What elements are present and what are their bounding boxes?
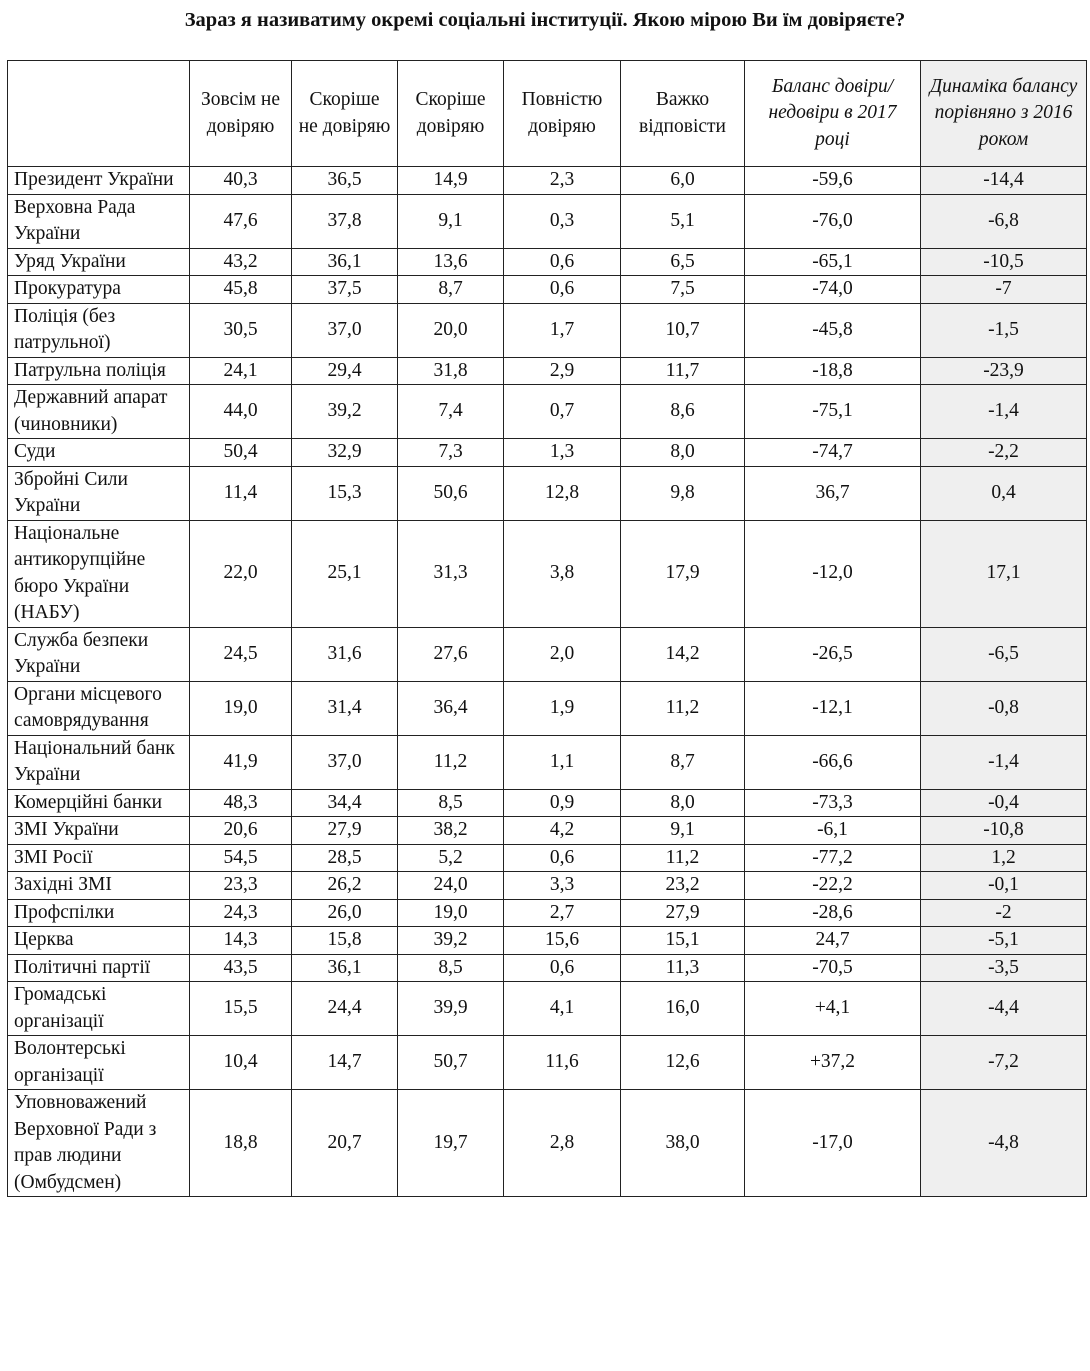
table-row <box>8 194 1087 248</box>
institution-name-cell: Уряд України <box>8 248 190 276</box>
institution-name-cell: Патрульна поліція <box>8 357 190 385</box>
page-title: Зараз я називатиму окремі соціальні інституції. Якою мірою Ви їм довіряєте? <box>184 9 906 31</box>
balance-2017-cell: -59,6 <box>745 167 921 195</box>
hard-to-say-cell: 8,0 <box>621 789 745 817</box>
balance-dynamics-cell: -7 <box>921 276 1087 304</box>
trust-table <box>7 60 1087 1197</box>
fully-distrust-cell: 24,3 <box>190 899 292 927</box>
rather-distrust-cell: 25,1 <box>292 520 398 627</box>
fully-trust-cell: 2,9 <box>504 357 621 385</box>
table-row <box>8 385 1087 439</box>
balance-dynamics-cell: -0,4 <box>921 789 1087 817</box>
balance-dynamics-cell: -23,9 <box>921 357 1087 385</box>
balance-2017-cell: -28,6 <box>745 899 921 927</box>
fully-distrust-cell: 10,4 <box>190 1036 292 1090</box>
table-row <box>8 303 1087 357</box>
institution-name-cell: Профспілки <box>8 899 190 927</box>
hard-to-say-cell: 5,1 <box>621 194 745 248</box>
fully-distrust-cell: 40,3 <box>190 167 292 195</box>
balance-2017-cell: -45,8 <box>745 303 921 357</box>
rather-trust-cell: 9,1 <box>398 194 504 248</box>
balance-dynamics-cell: -1,4 <box>921 735 1087 789</box>
rather-distrust-cell: 31,4 <box>292 681 398 735</box>
fully-trust-cell: 3,8 <box>504 520 621 627</box>
institution-name-cell: Верховна Рада України <box>8 194 190 248</box>
fully-trust-cell: 0,6 <box>504 954 621 982</box>
balance-dynamics-cell: 17,1 <box>921 520 1087 627</box>
fully-trust-cell: 2,3 <box>504 167 621 195</box>
hard-to-say-cell: 23,2 <box>621 872 745 900</box>
rather-distrust-cell: 26,2 <box>292 872 398 900</box>
institution-name-cell: Поліція (без патрульної) <box>8 303 190 357</box>
header-row <box>8 61 1087 167</box>
rather-distrust-cell: 39,2 <box>292 385 398 439</box>
hard-to-say-cell: 9,1 <box>621 817 745 845</box>
fully-trust-cell: 0,7 <box>504 385 621 439</box>
fully-distrust-cell: 50,4 <box>190 439 292 467</box>
balance-dynamics-cell: -0,1 <box>921 872 1087 900</box>
table-row <box>8 982 1087 1036</box>
institution-name-cell: Національне антикорупційне бюро України (НАБУ) <box>8 520 190 627</box>
hard-to-say-cell: 14,2 <box>621 627 745 681</box>
hard-to-say-cell: 17,9 <box>621 520 745 627</box>
fully-distrust-cell: 54,5 <box>190 844 292 872</box>
balance-2017-cell: -70,5 <box>745 954 921 982</box>
balance-2017-cell: -76,0 <box>745 194 921 248</box>
institution-name-cell: Національний банк України <box>8 735 190 789</box>
rather-distrust-cell: 37,5 <box>292 276 398 304</box>
rather-trust-cell: 13,6 <box>398 248 504 276</box>
balance-2017-cell: -66,6 <box>745 735 921 789</box>
header-cell-fully-distrust: Зовсім не довіряю <box>190 61 292 167</box>
fully-distrust-cell: 48,3 <box>190 789 292 817</box>
hard-to-say-cell: 11,2 <box>621 681 745 735</box>
fully-trust-cell: 0,9 <box>504 789 621 817</box>
rather-distrust-cell: 37,0 <box>292 303 398 357</box>
rather-trust-cell: 27,6 <box>398 627 504 681</box>
balance-dynamics-cell: -3,5 <box>921 954 1087 982</box>
institution-name-cell: Уповноважений Верховної Ради з прав людини (Омбудсмен) <box>8 1090 190 1197</box>
balance-dynamics-cell: 1,2 <box>921 844 1087 872</box>
rather-distrust-cell: 37,0 <box>292 735 398 789</box>
balance-2017-cell: -77,2 <box>745 844 921 872</box>
fully-trust-cell: 0,6 <box>504 844 621 872</box>
institution-name-cell: Збройні Сили України <box>8 466 190 520</box>
fully-trust-cell: 1,7 <box>504 303 621 357</box>
fully-trust-cell: 0,3 <box>504 194 621 248</box>
rather-trust-cell: 19,0 <box>398 899 504 927</box>
fully-trust-cell: 15,6 <box>504 927 621 955</box>
fully-distrust-cell: 19,0 <box>190 681 292 735</box>
rather-trust-cell: 39,9 <box>398 982 504 1036</box>
table-row <box>8 681 1087 735</box>
table-row <box>8 248 1087 276</box>
table-row <box>8 1090 1087 1197</box>
hard-to-say-cell: 8,0 <box>621 439 745 467</box>
balance-2017-cell: -12,0 <box>745 520 921 627</box>
balance-dynamics-cell: -10,5 <box>921 248 1087 276</box>
fully-trust-cell: 3,3 <box>504 872 621 900</box>
rather-trust-cell: 8,5 <box>398 954 504 982</box>
rather-trust-cell: 31,3 <box>398 520 504 627</box>
fully-trust-cell: 12,8 <box>504 466 621 520</box>
balance-dynamics-cell: -5,1 <box>921 927 1087 955</box>
institution-name-cell: Державний апарат (чиновники) <box>8 385 190 439</box>
hard-to-say-cell: 16,0 <box>621 982 745 1036</box>
balance-dynamics-cell: -10,8 <box>921 817 1087 845</box>
balance-dynamics-cell: -1,4 <box>921 385 1087 439</box>
rather-distrust-cell: 34,4 <box>292 789 398 817</box>
rather-distrust-cell: 28,5 <box>292 844 398 872</box>
rather-trust-cell: 19,7 <box>398 1090 504 1197</box>
table-row <box>8 927 1087 955</box>
header-cell-institution <box>8 61 190 167</box>
rather-distrust-cell: 36,1 <box>292 954 398 982</box>
fully-trust-cell: 1,9 <box>504 681 621 735</box>
rather-trust-cell: 31,8 <box>398 357 504 385</box>
balance-2017-cell: 24,7 <box>745 927 921 955</box>
balance-dynamics-cell: 0,4 <box>921 466 1087 520</box>
rather-trust-cell: 14,9 <box>398 167 504 195</box>
rather-trust-cell: 7,4 <box>398 385 504 439</box>
fully-distrust-cell: 45,8 <box>190 276 292 304</box>
rather-trust-cell: 50,7 <box>398 1036 504 1090</box>
balance-dynamics-cell: -2 <box>921 899 1087 927</box>
rather-trust-cell: 39,2 <box>398 927 504 955</box>
institution-name-cell: ЗМІ України <box>8 817 190 845</box>
rather-trust-cell: 50,6 <box>398 466 504 520</box>
table-row <box>8 627 1087 681</box>
table-row <box>8 520 1087 627</box>
hard-to-say-cell: 7,5 <box>621 276 745 304</box>
balance-dynamics-cell: -4,4 <box>921 982 1087 1036</box>
table-row <box>8 899 1087 927</box>
rather-distrust-cell: 14,7 <box>292 1036 398 1090</box>
fully-distrust-cell: 24,5 <box>190 627 292 681</box>
fully-trust-cell: 1,3 <box>504 439 621 467</box>
table-body <box>8 167 1087 1197</box>
table-row <box>8 817 1087 845</box>
fully-trust-cell: 11,6 <box>504 1036 621 1090</box>
header-cell-fully-trust: Повністю довіряю <box>504 61 621 167</box>
rather-trust-cell: 5,2 <box>398 844 504 872</box>
table-row <box>8 789 1087 817</box>
fully-trust-cell: 2,8 <box>504 1090 621 1197</box>
rather-distrust-cell: 37,8 <box>292 194 398 248</box>
fully-trust-cell: 2,0 <box>504 627 621 681</box>
rather-distrust-cell: 15,8 <box>292 927 398 955</box>
table-row <box>8 276 1087 304</box>
balance-2017-cell: -26,5 <box>745 627 921 681</box>
hard-to-say-cell: 38,0 <box>621 1090 745 1197</box>
header-cell-balance-dynamics: Динаміка балансу порівняно з 2016 роком <box>921 61 1087 167</box>
institution-name-cell: Громадські організації <box>8 982 190 1036</box>
balance-2017-cell: -75,1 <box>745 385 921 439</box>
institution-name-cell: Церква <box>8 927 190 955</box>
table-row <box>8 167 1087 195</box>
institution-name-cell: ЗМІ Росії <box>8 844 190 872</box>
rather-trust-cell: 36,4 <box>398 681 504 735</box>
fully-distrust-cell: 20,6 <box>190 817 292 845</box>
hard-to-say-cell: 9,8 <box>621 466 745 520</box>
fully-distrust-cell: 11,4 <box>190 466 292 520</box>
balance-2017-cell: -22,2 <box>745 872 921 900</box>
institution-name-cell: Політичні партії <box>8 954 190 982</box>
hard-to-say-cell: 11,2 <box>621 844 745 872</box>
balance-dynamics-cell: -6,8 <box>921 194 1087 248</box>
fully-distrust-cell: 30,5 <box>190 303 292 357</box>
balance-dynamics-cell: -2,2 <box>921 439 1087 467</box>
rather-distrust-cell: 27,9 <box>292 817 398 845</box>
table-row <box>8 439 1087 467</box>
rather-distrust-cell: 24,4 <box>292 982 398 1036</box>
hard-to-say-cell: 6,0 <box>621 167 745 195</box>
header-cell-balance-2017: Баланс довіри/недовіри в 2017 році <box>745 61 921 167</box>
header-cell-rather-trust: Скоріше довіряю <box>398 61 504 167</box>
balance-2017-cell: -73,3 <box>745 789 921 817</box>
fully-distrust-cell: 18,8 <box>190 1090 292 1197</box>
hard-to-say-cell: 11,3 <box>621 954 745 982</box>
rather-trust-cell: 24,0 <box>398 872 504 900</box>
rather-distrust-cell: 31,6 <box>292 627 398 681</box>
table-row <box>8 872 1087 900</box>
hard-to-say-cell: 10,7 <box>621 303 745 357</box>
rather-distrust-cell: 15,3 <box>292 466 398 520</box>
institution-name-cell: Служба безпеки України <box>8 627 190 681</box>
hard-to-say-cell: 6,5 <box>621 248 745 276</box>
balance-dynamics-cell: -0,8 <box>921 681 1087 735</box>
rather-trust-cell: 7,3 <box>398 439 504 467</box>
balance-2017-cell: -74,0 <box>745 276 921 304</box>
hard-to-say-cell: 8,7 <box>621 735 745 789</box>
balance-2017-cell: -18,8 <box>745 357 921 385</box>
balance-2017-cell: -65,1 <box>745 248 921 276</box>
balance-2017-cell: -6,1 <box>745 817 921 845</box>
fully-trust-cell: 0,6 <box>504 248 621 276</box>
rather-distrust-cell: 36,5 <box>292 167 398 195</box>
institution-name-cell: Органи місцевого самоврядування <box>8 681 190 735</box>
balance-dynamics-cell: -14,4 <box>921 167 1087 195</box>
fully-trust-cell: 4,2 <box>504 817 621 845</box>
fully-distrust-cell: 14,3 <box>190 927 292 955</box>
rather-distrust-cell: 29,4 <box>292 357 398 385</box>
fully-distrust-cell: 43,5 <box>190 954 292 982</box>
balance-2017-cell: 36,7 <box>745 466 921 520</box>
balance-2017-cell: +4,1 <box>745 982 921 1036</box>
hard-to-say-cell: 27,9 <box>621 899 745 927</box>
table-row <box>8 735 1087 789</box>
rather-trust-cell: 20,0 <box>398 303 504 357</box>
institution-name-cell: Західні ЗМІ <box>8 872 190 900</box>
rather-trust-cell: 8,5 <box>398 789 504 817</box>
header-cell-hard-to-say: Важко відповісти <box>621 61 745 167</box>
fully-distrust-cell: 44,0 <box>190 385 292 439</box>
institution-name-cell: Комерційні банки <box>8 789 190 817</box>
table-row <box>8 954 1087 982</box>
balance-2017-cell: +37,2 <box>745 1036 921 1090</box>
balance-2017-cell: -74,7 <box>745 439 921 467</box>
fully-distrust-cell: 47,6 <box>190 194 292 248</box>
rather-distrust-cell: 26,0 <box>292 899 398 927</box>
hard-to-say-cell: 12,6 <box>621 1036 745 1090</box>
balance-dynamics-cell: -1,5 <box>921 303 1087 357</box>
fully-distrust-cell: 41,9 <box>190 735 292 789</box>
fully-trust-cell: 0,6 <box>504 276 621 304</box>
table-row <box>8 1036 1087 1090</box>
header-cell-rather-distrust: Скоріше не довіряю <box>292 61 398 167</box>
hard-to-say-cell: 15,1 <box>621 927 745 955</box>
rather-distrust-cell: 36,1 <box>292 248 398 276</box>
table-row <box>8 844 1087 872</box>
balance-dynamics-cell: -4,8 <box>921 1090 1087 1197</box>
table-row <box>8 466 1087 520</box>
institution-name-cell: Президент України <box>8 167 190 195</box>
fully-distrust-cell: 43,2 <box>190 248 292 276</box>
hard-to-say-cell: 8,6 <box>621 385 745 439</box>
balance-2017-cell: -12,1 <box>745 681 921 735</box>
fully-trust-cell: 4,1 <box>504 982 621 1036</box>
hard-to-say-cell: 11,7 <box>621 357 745 385</box>
fully-trust-cell: 1,1 <box>504 735 621 789</box>
rather-trust-cell: 38,2 <box>398 817 504 845</box>
institution-name-cell: Волонтерські організації <box>8 1036 190 1090</box>
fully-distrust-cell: 24,1 <box>190 357 292 385</box>
fully-distrust-cell: 22,0 <box>190 520 292 627</box>
balance-dynamics-cell: -7,2 <box>921 1036 1087 1090</box>
institution-name-cell: Прокуратура <box>8 276 190 304</box>
institution-name-cell: Суди <box>8 439 190 467</box>
rather-trust-cell: 11,2 <box>398 735 504 789</box>
fully-trust-cell: 2,7 <box>504 899 621 927</box>
balance-dynamics-cell: -6,5 <box>921 627 1087 681</box>
rather-distrust-cell: 32,9 <box>292 439 398 467</box>
fully-distrust-cell: 15,5 <box>190 982 292 1036</box>
balance-2017-cell: -17,0 <box>745 1090 921 1197</box>
rather-trust-cell: 8,7 <box>398 276 504 304</box>
table-row <box>8 357 1087 385</box>
rather-distrust-cell: 20,7 <box>292 1090 398 1197</box>
fully-distrust-cell: 23,3 <box>190 872 292 900</box>
